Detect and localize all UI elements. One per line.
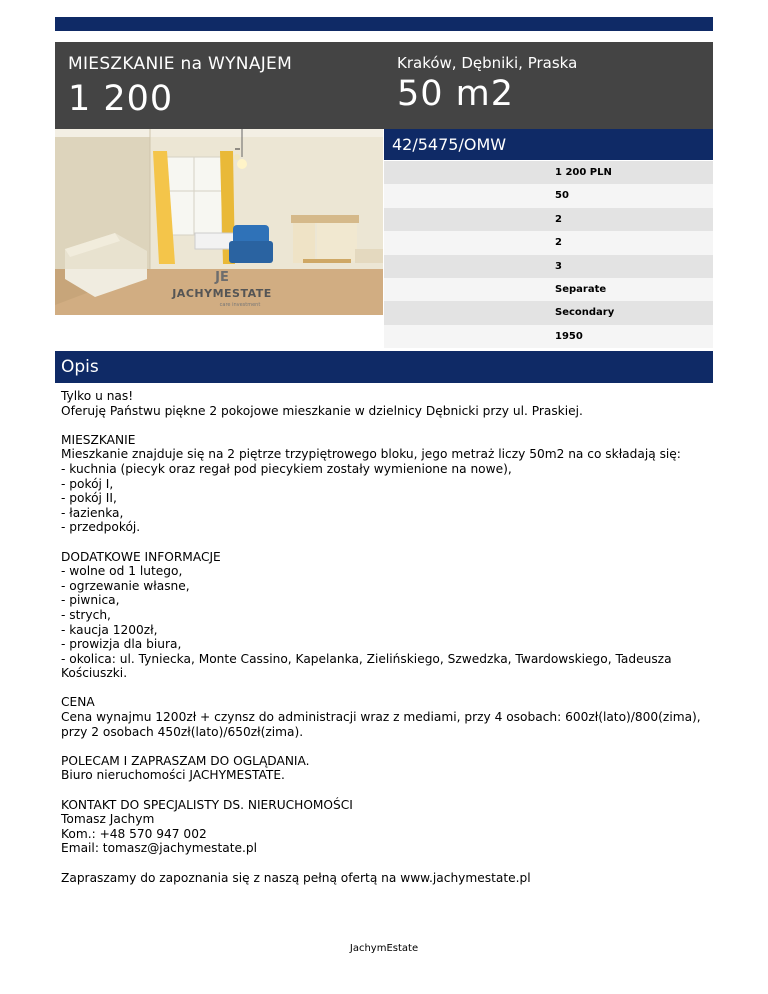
watermark-brand: JACHYMESTATE bbox=[172, 287, 272, 300]
watermark-tagline: care investment bbox=[219, 302, 261, 308]
svg-text:JE: JE bbox=[215, 270, 229, 285]
location: Kraków, Dębniki, Praska bbox=[397, 54, 578, 72]
fact-rooms: 2 bbox=[384, 208, 713, 231]
fact-area: 50 bbox=[384, 184, 713, 207]
fact-year-built: 1950 bbox=[384, 325, 713, 348]
header-right bbox=[397, 54, 577, 114]
price: 1 200 bbox=[68, 79, 174, 119]
fact-market: Secondary bbox=[384, 301, 713, 324]
fact-floor: 2 bbox=[384, 231, 713, 254]
fact-price: 1 200 PLN bbox=[384, 161, 713, 184]
description-heading: Opis bbox=[55, 351, 713, 383]
property-photo bbox=[55, 129, 383, 315]
area: 50 m2 bbox=[397, 74, 515, 114]
listing-header bbox=[55, 42, 713, 129]
footer-brand: JachymEstate bbox=[349, 943, 419, 954]
offer-type: MIESZKANIE na WYNAJEM bbox=[68, 54, 293, 74]
reference-number: 42/5475/OMW bbox=[384, 129, 713, 160]
top-accent-bar bbox=[55, 17, 713, 31]
description-text: Tylko u nas! Oferuję Państwu piękne 2 pokojowe mieszkanie w dzielnicy Dębnicki przy ul. Praskiej. MIESZKANIE Mieszkanie znajduje się na 2 piętrze trzypiętrowego bloku, jego metraż liczy 50m2 na co składają się: - kuchnia (piecyk oraz regał pod piecykiem zostały wymienione na nowe), - pokój I, - pokój II, - łazienka, - przedpokój. DODATKOWE INFORMACJE - wolne od 1 lutego, - ogrzewanie własne, - piwnica, - strych, - kaucja 1200zł, - prowizja dla biura, - okolica: ul. Tyniecka, Monte Cassino, Kapelanka, Zielińskiego, Szwedzka, Twardowskiego, Tadeusza Kościuszki. CENA Cena wynajmu 1200zł + czynsz do administracji wraz z mediami, przy 4 osobach: 600zł(lato)/800(zima), przy 2 osobach 450zł(lato)/650zł(zima). POLECAM I ZAPRASZAM DO OGLĄDANIA. Biuro nieruchomości JACHYMESTATE. KONTAKT DO SPECJALISTY DS. NIERUCHOMOŚCI Tomasz Jachym Kom.: +48 570 947 002 Email: tomasz@jachymestate.pl Zapraszamy do zapoznania się z naszą pełną ofertą na www.jachymestate.pl bbox=[61, 389, 701, 885]
facts-table bbox=[384, 161, 713, 348]
fact-kitchen: Separate bbox=[384, 278, 713, 301]
fact-floors-total: 3 bbox=[384, 255, 713, 278]
header-left bbox=[68, 54, 292, 119]
